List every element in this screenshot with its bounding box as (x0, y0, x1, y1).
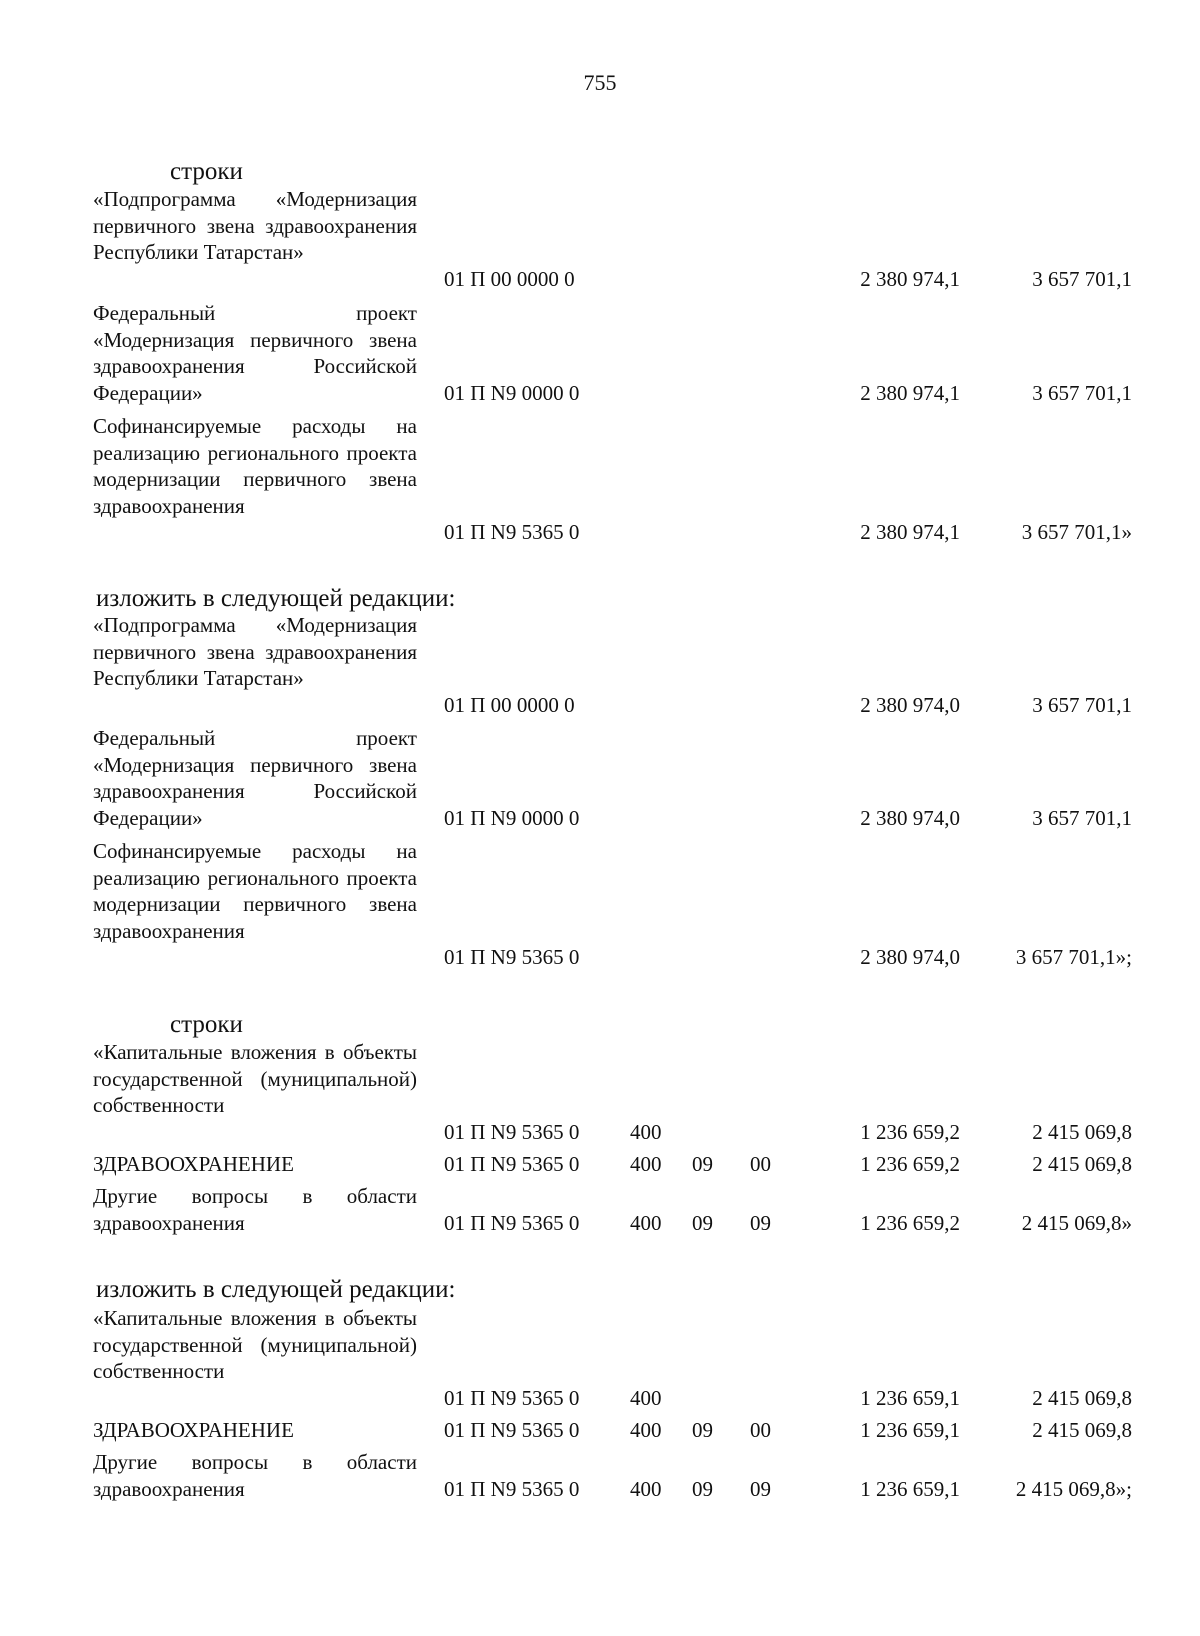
row-name: «Капитальные вложения в объекты государственной (муниципальной) собственности (93, 1040, 417, 1117)
row-vr: 400 (630, 1386, 662, 1410)
row-code: 01 П N9 5365 0 (444, 1386, 580, 1410)
row-rz: 09 (692, 1477, 713, 1501)
row-value-1: 2 380 974,1 (860, 520, 960, 544)
row-pr: 00 (750, 1418, 771, 1442)
row-vr: 400 (630, 1152, 662, 1176)
row-value-2: 2 415 069,8 (1032, 1386, 1132, 1410)
row-vr: 400 (630, 1120, 662, 1144)
row-name: Федеральный проект «Модернизация первичного звена здравоохранения Российской Федерации» (93, 301, 417, 405)
row-value-2: 3 657 701,1»; (1015, 945, 1132, 969)
row-vr: 400 (630, 1477, 662, 1501)
row-code: 01 П N9 0000 0 (444, 381, 580, 405)
row-code: 01 П N9 5365 0 (444, 1120, 580, 1144)
row-code: 01 П N9 5365 0 (444, 945, 580, 969)
row-name: «Подпрограмма «Модернизация первичного звена здравоохранения Республики Татарстан» (93, 613, 417, 690)
row-pr: 09 (750, 1477, 771, 1501)
row-value-2: 3 657 701,1 (1032, 806, 1132, 830)
row-value-2: 2 415 069,8 (1032, 1152, 1132, 1176)
row-value-1: 2 380 974,0 (860, 806, 960, 830)
row-pr: 00 (750, 1152, 771, 1176)
row-code: 01 П 00 0000 0 (444, 267, 575, 291)
row-value-2: 3 657 701,1 (1032, 693, 1132, 717)
section-intro: изложить в следующей редакции: (96, 585, 456, 612)
row-value-1: 1 236 659,1 (860, 1418, 960, 1442)
row-code: 01 П N9 5365 0 (444, 1211, 580, 1235)
row-name: «Капитальные вложения в объекты государственной (муниципальной) собственности (93, 1306, 417, 1383)
row-code: 01 П N9 0000 0 (444, 806, 580, 830)
row-value-2: 2 415 069,8» (1021, 1211, 1132, 1235)
row-name: Софинансируемые расходы на реализацию регионального проекта модернизации первичного звена здравоохранения (93, 414, 417, 518)
row-rz: 09 (692, 1418, 713, 1442)
row-value-2: 3 657 701,1» (1021, 520, 1132, 544)
row-code: 01 П 00 0000 0 (444, 693, 575, 717)
section-intro: изложить в следующей редакции: (96, 1276, 456, 1303)
row-rz: 09 (692, 1211, 713, 1235)
row-value-2: 3 657 701,1 (1032, 381, 1132, 405)
page-number: 755 (583, 70, 617, 95)
section-intro: строки (170, 158, 243, 185)
row-pr: 09 (750, 1211, 771, 1235)
row-code: 01 П N9 5365 0 (444, 1152, 580, 1176)
row-vr: 400 (630, 1418, 662, 1442)
row-code: 01 П N9 5365 0 (444, 1418, 580, 1442)
row-name: ЗДРАВООХРАНЕНИЕ (93, 1418, 294, 1442)
row-code: 01 П N9 5365 0 (444, 520, 580, 544)
row-rz: 09 (692, 1152, 713, 1176)
row-value-1: 1 236 659,2 (860, 1211, 960, 1235)
row-value-2: 2 415 069,8 (1032, 1120, 1132, 1144)
row-name: «Подпрограмма «Модернизация первичного звена здравоохранения Республики Татарстан» (93, 187, 417, 264)
row-value-2: 2 415 069,8 (1032, 1418, 1132, 1442)
row-value-1: 2 380 974,0 (860, 693, 960, 717)
row-code: 01 П N9 5365 0 (444, 1477, 580, 1501)
row-name: Федеральный проект «Модернизация первичного звена здравоохранения Российской Федерации» (93, 726, 417, 830)
row-value-2: 3 657 701,1 (1032, 267, 1132, 291)
row-value-1: 1 236 659,2 (860, 1152, 960, 1176)
row-vr: 400 (630, 1211, 662, 1235)
row-name: Другие вопросы в области здравоохранения (93, 1184, 417, 1235)
section-intro: строки (170, 1011, 243, 1038)
row-value-1: 1 236 659,1 (860, 1386, 960, 1410)
row-value-1: 1 236 659,1 (860, 1477, 960, 1501)
row-value-1: 2 380 974,0 (860, 945, 960, 969)
row-value-2: 2 415 069,8»; (1015, 1477, 1132, 1501)
row-name: ЗДРАВООХРАНЕНИЕ (93, 1152, 294, 1176)
row-value-1: 2 380 974,1 (860, 381, 960, 405)
row-name: Другие вопросы в области здравоохранения (93, 1450, 417, 1501)
row-value-1: 2 380 974,1 (860, 267, 960, 291)
row-name: Софинансируемые расходы на реализацию регионального проекта модернизации первичного звена здравоохранения (93, 839, 417, 943)
row-value-1: 1 236 659,2 (860, 1120, 960, 1144)
